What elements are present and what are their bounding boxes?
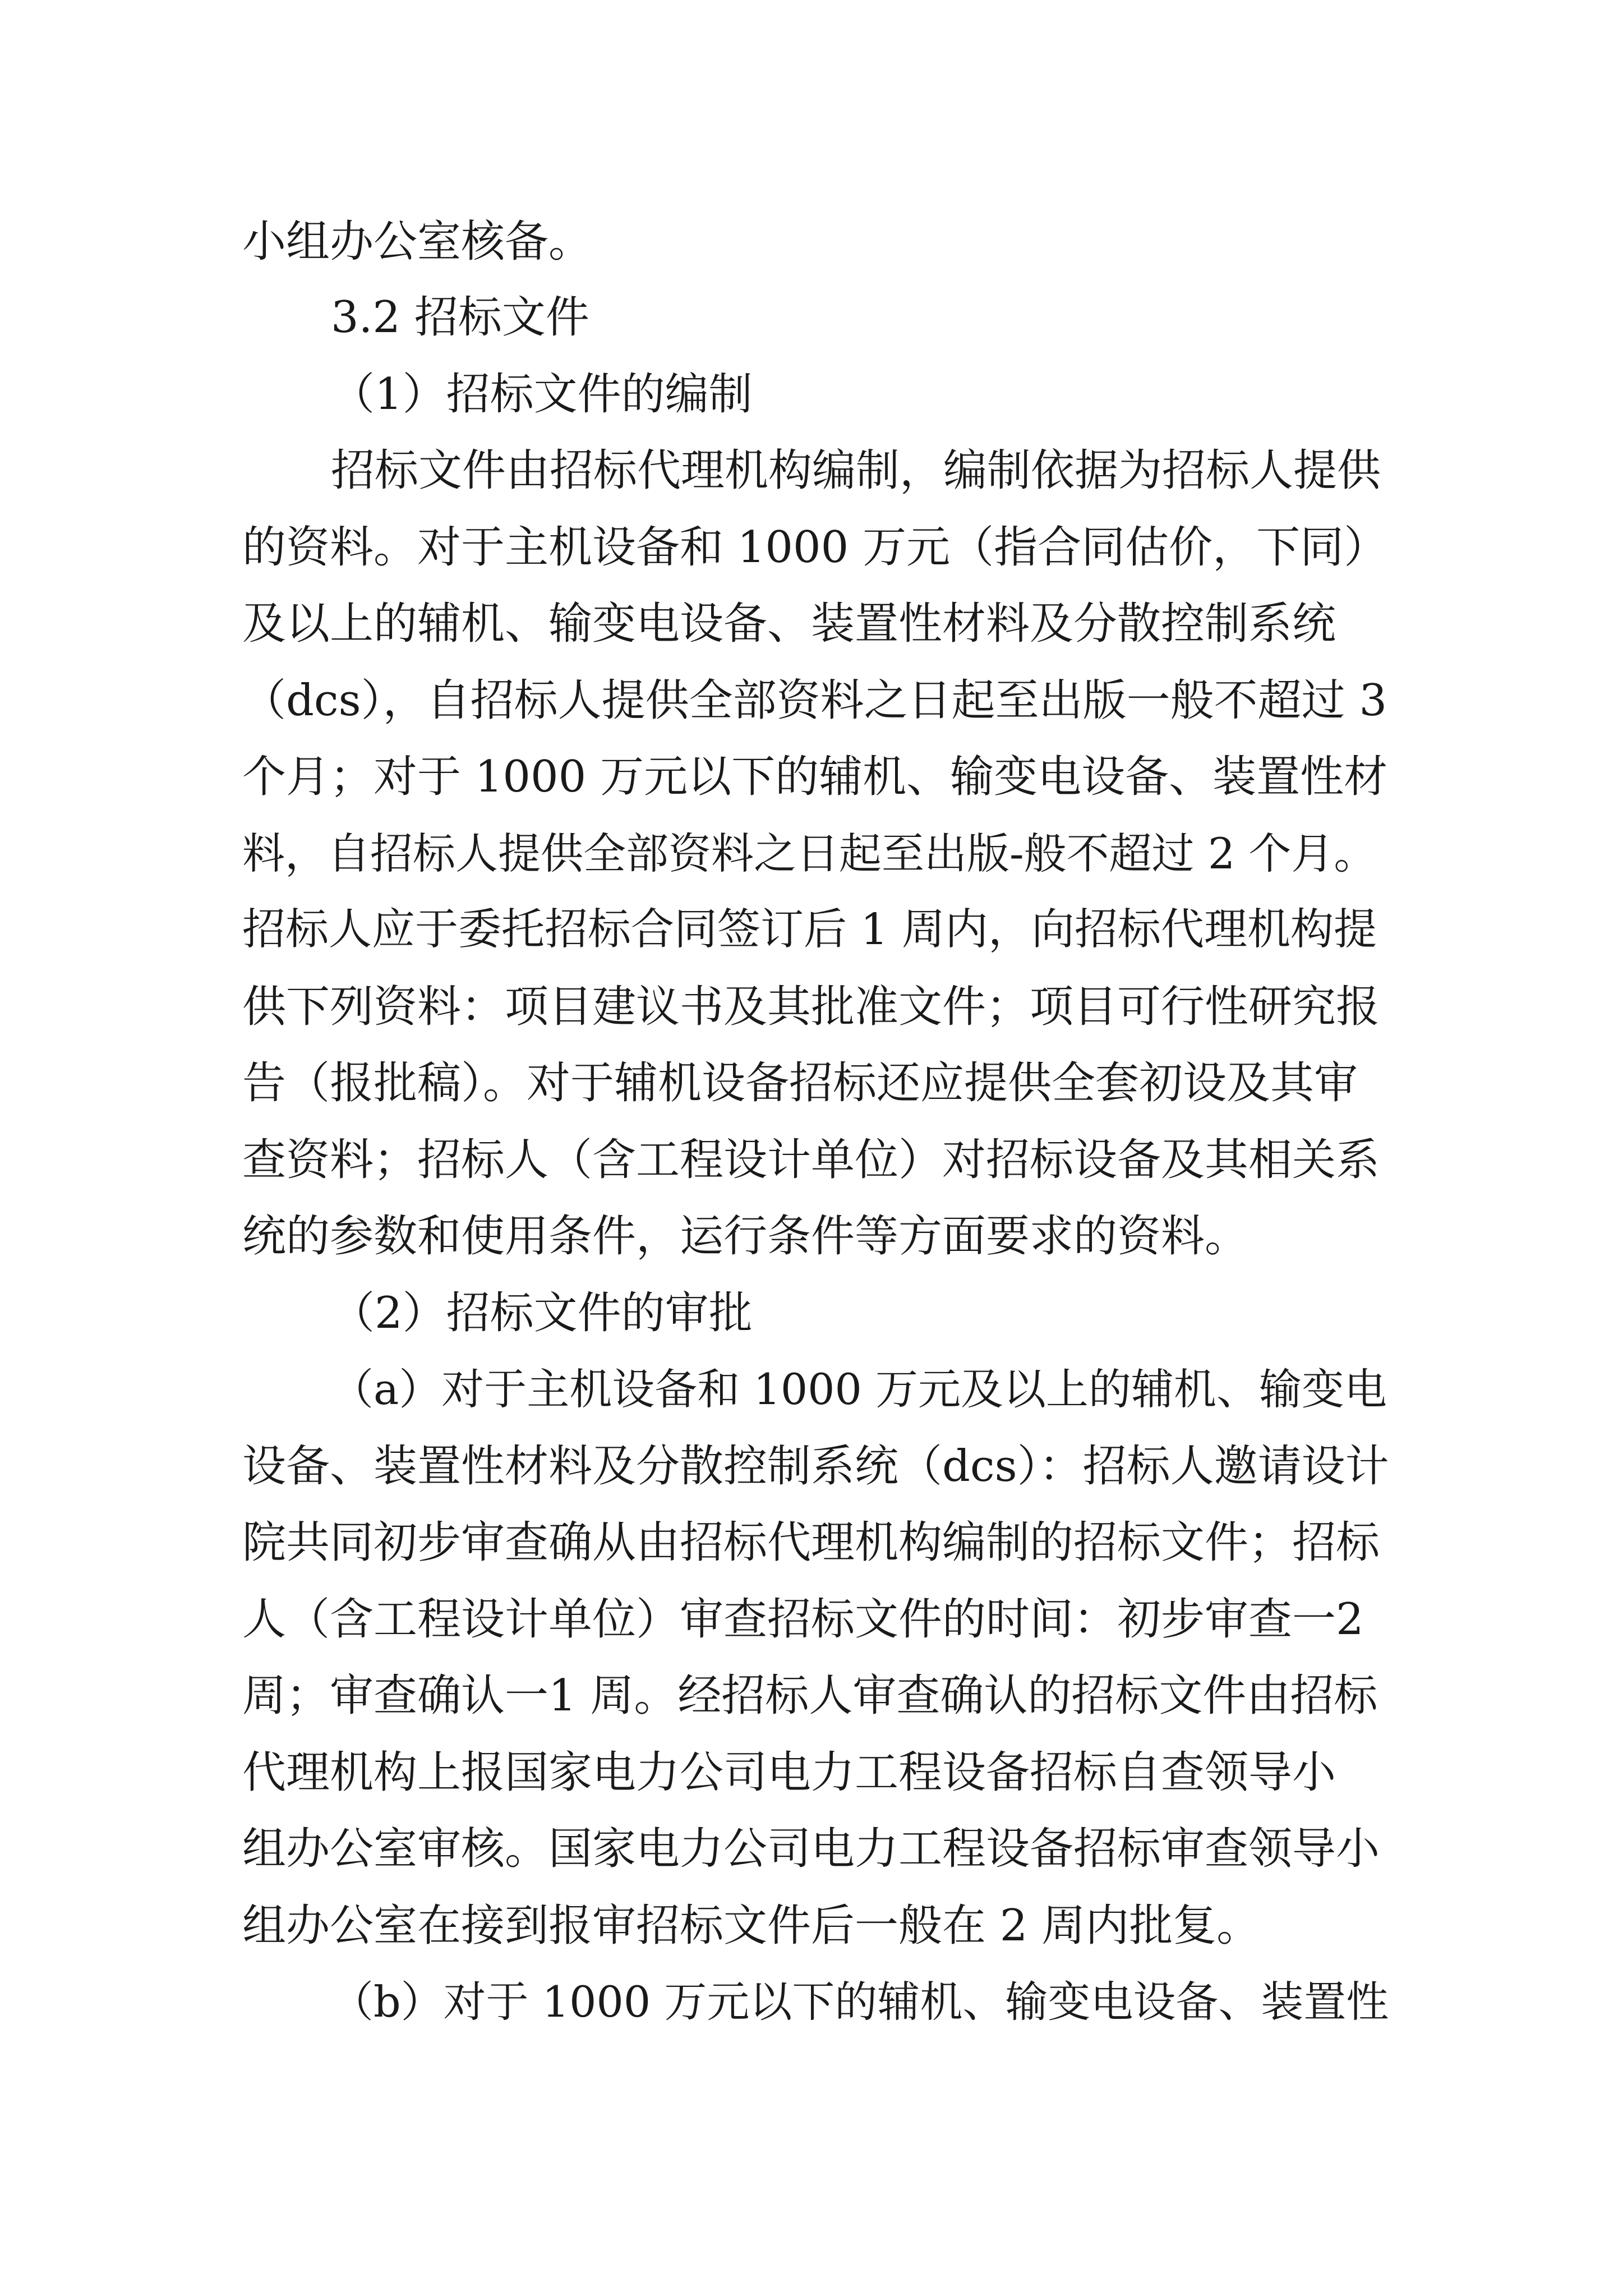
text-line-content: （b）对于 1000 万元以下的辅机、输变电设备、装置性 (331, 1977, 1389, 2027)
section-heading (0, 280, 1623, 355)
text-line-content: 统的参数和使用条件，运行条件等方面要求的资料。 (242, 1211, 1249, 1262)
text-line (0, 1659, 1623, 1733)
text-line-content: 查资料；招标人（含工程设计单位）对招标设备及其相关系 (242, 1135, 1380, 1185)
text-line (0, 587, 1623, 661)
text-line (0, 1429, 1623, 1503)
text-line-content: 个月；对于 1000 万元以下的辅机、输变电设备、装置性材 (242, 752, 1388, 802)
subsection-heading-text: （1）招标文件的编制 (331, 369, 753, 420)
text-line (0, 1199, 1623, 1273)
text-line-content: （a）对于主机设备和 1000 万元及以上的辅机、输变电 (331, 1364, 1387, 1414)
text-line (0, 740, 1623, 814)
text-line (0, 510, 1623, 585)
text-line-content: 招标文件由招标代理机构编制，编制依据为招标人提供 (331, 445, 1381, 496)
text-line-content: （dcs），自招标人提供全部资料之日起至出版一般不超过 3 (242, 675, 1387, 726)
text-line (0, 1965, 1623, 2039)
text-line (0, 664, 1623, 738)
text-line-content: 院共同初步审查确从由招标代理机构编制的招标文件；招标 (242, 1517, 1380, 1568)
text-line-content: 人（含工程设计单位）审查招标文件的时间：初步审查一2 (242, 1594, 1364, 1645)
text-line (0, 1582, 1623, 1657)
text-line (0, 434, 1623, 508)
text-line-content: 组办公室在接到报审招标文件后一般在 2 周内批复。 (242, 1901, 1261, 1951)
text-line-content: 周；审查确认一1 周。经招标人审查确认的招标文件由招标 (242, 1671, 1378, 1721)
text-line (0, 1506, 1623, 1580)
subsection-heading (0, 1276, 1623, 1350)
text-line (0, 1736, 1623, 1810)
text-line (0, 1046, 1623, 1120)
text-line (0, 1812, 1623, 1886)
text-line (0, 1352, 1623, 1427)
text-line-content: 的资料。对于主机设备和 1000 万元（指合同估价，下同） (242, 522, 1388, 573)
text-line-content: 招标人应于委托招标合同签订后 1 周内，向招标代理机构提 (242, 905, 1377, 955)
text-line-content: 供下列资料：项目建议书及其批准文件；项目可行性研究报 (242, 982, 1380, 1032)
text-line (0, 1889, 1623, 1963)
subsection-heading (0, 357, 1623, 431)
text-line-content: 组办公室审核。国家电力公司电力工程设备招标审查领导小 (242, 1824, 1380, 1874)
text-line (0, 205, 1623, 279)
text-line-content: 代理机构上报国家电力公司电力工程设备招标自查领导小 (242, 1747, 1336, 1798)
text-line (0, 893, 1623, 967)
text-line (0, 817, 1623, 891)
text-line-content: 告（报批稿）。对于辅机设备招标还应提供全套初设及其审 (242, 1058, 1358, 1108)
text-line-content: 及以上的辅机、输变电设备、装置性材料及分散控制系统 (242, 599, 1336, 649)
text-line-content: 料，自招标人提供全部资料之日起至出版-般不超过 2 个月。 (242, 829, 1377, 878)
text-line-content: 设备、装置性材料及分散控制系统（dcs）：招标人邀请设计 (242, 1441, 1389, 1492)
section-heading-text: 3.2 招标文件 (331, 292, 589, 343)
text-line (0, 970, 1623, 1044)
text-line (0, 1123, 1623, 1197)
text-line-content: 小组办公室核备。 (242, 217, 593, 267)
subsection-heading-text: （2）招标文件的审批 (331, 1288, 753, 1338)
